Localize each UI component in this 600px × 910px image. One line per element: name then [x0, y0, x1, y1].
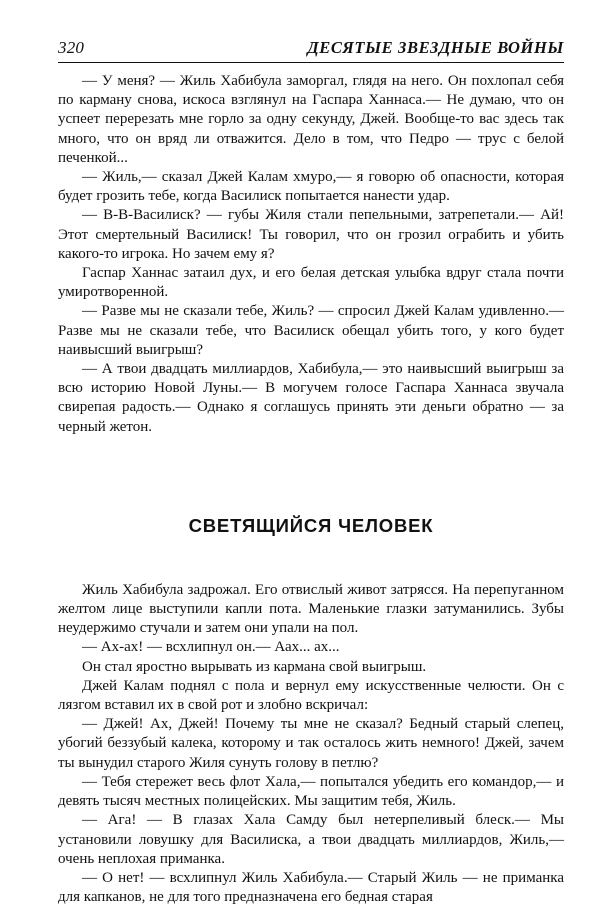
paragraph: Он стал яростно вырывать из кармана свой выигрыш. — [82, 658, 427, 675]
running-header — [58, 38, 564, 63]
paragraph: Джей Калам поднял с пола и вернул ему искусственные челюсти. Он с лязгом вставил их в свой рот и злобно вскричал: — [58, 677, 564, 714]
page-number: 320 — [58, 38, 85, 57]
chapter-title: СВЕТЯЩИЙСЯ ЧЕЛОВЕК — [188, 514, 434, 536]
paragraph: — Ах-ах! — всхлипнул он.— Аах... ах... — [82, 639, 340, 656]
paragraph: — А твои двадцать миллиардов, Хабибула,— это наивысший выигрыш за всю историю Новой Луны.— В могучем голосе Гаспара Ханнаса звучала свирепая радость.— Однако я соглашусь принять эти деньги обратно — за черный жетон. — [58, 361, 564, 435]
paragraph: — О нет! — всхлипнул Жиль Хабибула.— Старый Жиль — не приманка для капканов, не для того предназначена его бедная старая — [58, 869, 564, 906]
paragraph: — Тебя стережет весь флот Хала,— попытался убедить его командор,— и девять тысяч местных полицейских. Мы защитим тебя, Жиль. — [58, 773, 564, 810]
paragraph: — У меня? — Жиль Хабибула заморгал, глядя на него. Он похлопал себя по карману снова, искоса взглянул на Гаспара Ханнаса.— Не думаю, что он успеет перерезать мне горло за одну секунду, Джей. Вообще-то вас здесь так много, что он вряд ли отважится. Дело в том, что Педро — трус с белой печенкой... — [58, 73, 564, 166]
paragraph: — Жиль,— сказал Джей Калам хмуро,— я говорю об опасности, которая будет грозить тебе, когда Василиск попытается нанести удар. — [58, 169, 564, 205]
paragraph: Жиль Хабибула задрожал. Его отвислый живот затрясся. На перепуганном желтом лице выступили капли пота. Маленькие глазки затуманились. Зубы неудержимо стучали и затем они упали на пол. — [58, 581, 564, 637]
paragraph: — Ага! — В глазах Хала Самду был нетерпеливый блеск.— Мы установили ловушку для Василиска, а твои двадцать миллиардов, Жиль,— очень неплохая приманка. — [58, 812, 564, 867]
book-title: ДЕСЯТЫЕ ЗВЕЗДНЫЕ ВОЙНЫ — [307, 38, 564, 57]
chapter-text — [58, 581, 564, 907]
paragraph: Гаспар Ханнас затаил дух, и его белая детская улыбка вдруг стала почти умиротворенной. — [58, 265, 564, 301]
section-text — [58, 72, 564, 437]
paragraph: — В-В-Василиск? — губы Жиля стали пепельными, затрепетали.— Ай! Этот смертельный Василиск! Ты говорил, что он грозил ограбить и убить какого-то игрока. Но зачем ему я? — [58, 207, 564, 262]
paragraph: — Разве мы не сказали тебе, Жиль? — спросил Джей Калам удивленно.— Разве мы не сказали тебе, что Василиск обещал убить того, у кого будет наивысший выигрыш? — [58, 303, 564, 358]
book-page — [58, 38, 564, 907]
paragraph: — Джей! Ах, Джей! Почему ты мне не сказал? Бедный старый слепец, убогий беззубый калека, которому и так осталось жить немного! Джей, зачем ты вынудил старого Жиля сунуть голову в петлю? — [58, 716, 564, 771]
